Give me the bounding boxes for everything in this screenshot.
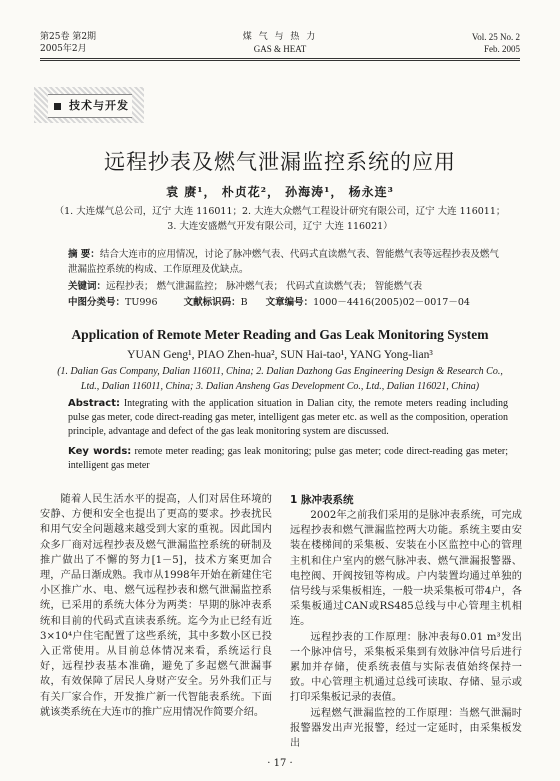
- body-paragraph: 远程燃气泄漏监控的工作原理：当燃气泄漏时报警器发出声光报警，经过一定延时，由采集板发出: [290, 707, 522, 750]
- clc-label: 中图分类号：: [68, 297, 126, 308]
- clc-value: TU996: [125, 297, 158, 308]
- article-title-en: Application of Remote Meter Reading and Gas Leak Monitoring System: [71, 327, 489, 342]
- abstract-en-label: Abstract:: [68, 398, 121, 409]
- doc-code-label: 文献标识码：: [183, 297, 241, 308]
- square-bullet-icon: [54, 103, 61, 110]
- section-heading: 1 脉冲表系统: [290, 494, 354, 506]
- header-volume-cn: 第25卷 第2期: [40, 32, 97, 42]
- article-number-value: 1000－4416(2005)02－0017－04: [313, 297, 470, 308]
- header-rule: [40, 58, 520, 59]
- abstract-cn-text: 结合大连市的应用情况，讨论了脉冲燃气表、代码式直读燃气表、智能燃气表等远程抄表及燃气泄漏监控系统的构成、工作原理及优缺点。: [68, 249, 499, 275]
- abstract-en-text: Integrating with the application situation in Dalian city, the remote meters reading including pulse gas meter, code direct-reading gas meter, intelligent gas meter etc. as well as the composition, operation principle, advantage and defect of the gas leak monitoring system are discussed.: [68, 398, 508, 437]
- header-rule-thin: [40, 60, 520, 61]
- header-date-en: Feb. 2005: [484, 44, 520, 54]
- abstract-cn-label: 摘 要：: [68, 249, 100, 260]
- affiliation-en-line2: Ltd., Dalian 116011, China; 3. Dalian Ansheng Gas Development Co., Ltd., Dalian 116021, China): [80, 381, 480, 392]
- keywords-en: [68, 445, 508, 473]
- header-journal-en: GAS & HEAT: [253, 44, 307, 54]
- doc-code-value: B: [240, 297, 248, 308]
- section-tag: [34, 87, 144, 123]
- abstract-cn: [68, 247, 508, 277]
- article-number-label: 文章编号：: [265, 297, 314, 308]
- keywords-en-label: Key words:: [68, 446, 132, 457]
- body-right-column: [290, 492, 522, 751]
- header-journal-cn: 煤 气 与 热 力: [242, 32, 318, 42]
- keywords-en-text: remote meter reading; gas leak monitoring; pulse gas meter; code direct-reading gas meter; intelligent gas meter: [68, 446, 509, 471]
- page-number: · 17 ·: [267, 758, 293, 769]
- abstract-en: [68, 397, 508, 439]
- body-paragraph: 2002年之前我们采用的是脉冲表系统，可完成远程抄表和燃气泄漏监控两大功能。系统主要由安装在楼梯间的采集板、安装在小区监控中心的管理主机和住户室内的燃气脉冲表、燃气泄漏报警器、电控阀、开阀按钮等构成。户内装置均通过单独的信号线与采集板相连，一般一块采集板可带4户，各采集板通过CAN或RS485总线与中心管理主机相连。: [290, 510, 522, 628]
- body-paragraph: 随着人民生活水平的提高，人们对居住环境的安静、方便和安全也提出了更高的要求。抄表扰民和用气安全问题越来越受到大家的重视。因此国内众多厂商对远程抄表及燃气泄漏监控系统的研制及推广做出了不懈的努力[1－5]，技术方案更加合理，产品日渐成熟。我市从1998年开始在新建住宅小区推广水、电、燃气远程抄表和燃气泄漏监控系统，已采用的系统大体分为两类：早期的脉冲表系统和目前的代码式直读表系统。迄今为止已经有近3×10⁴户住宅配置了这些系统，其中多数小区已投入正常使用。从目前总体情况来看，系统运行良好，远程抄表基本准确，避免了多起燃气泄漏事故，有效保障了居民人身财产安全。另外我们正与有关厂家合作，开发推广新一代智能表系统。下面就该类系统在大连市的推广应用情况作简要介绍。: [40, 494, 272, 718]
- keywords-cn-label: 关键词：: [68, 281, 107, 292]
- keywords-cn: [68, 279, 508, 294]
- article-title-cn: 远程抄表及燃气泄漏监控系统的应用: [104, 150, 456, 174]
- header-volume-en: Vol. 25 No. 2: [471, 32, 520, 42]
- section-tag-label: 技术与开发: [69, 99, 129, 112]
- classification-line: [68, 295, 508, 310]
- body-left-column: [40, 492, 272, 720]
- affiliation-cn-line1: （1. 大连煤气总公司，辽宁 大连 116011；2. 大连大众燃气工程设计研究有限公司，辽宁 大连 116011；: [54, 206, 506, 217]
- affiliation-cn-line2: 3. 大连安盛燃气开发有限公司，辽宁 大连 116021）: [167, 221, 393, 232]
- affiliation-en-line1: (1. Dalian Gas Company, Dalian 116011, China; 2. Dalian Dazhong Gas Engineering Design & Research Co.,: [57, 366, 503, 377]
- authors-cn: 袁 赓¹， 朴贞花²， 孙海涛¹， 杨永连³: [166, 185, 394, 199]
- keywords-cn-text: 远程抄表； 燃气泄漏监控； 脉冲燃气表； 代码式直读燃气表； 智能燃气表: [106, 281, 423, 292]
- authors-en: YUAN Geng¹, PIAO Zhen-hua², SUN Hai-tao¹, YANG Yong-lian³: [127, 349, 433, 361]
- section-tag-frame: [48, 94, 132, 118]
- header-date-cn: 2005年2月: [40, 44, 87, 54]
- body-paragraph: 远程抄表的工作原理：脉冲表每0.01 m³发出一个脉冲信号，采集板采集到有效脉冲信号后进行累加并存储，使系统表值与实际表值始终保持一致。中心管理主机通过总线可读取、存储、显示或打印采集板记录的表值。: [290, 631, 522, 704]
